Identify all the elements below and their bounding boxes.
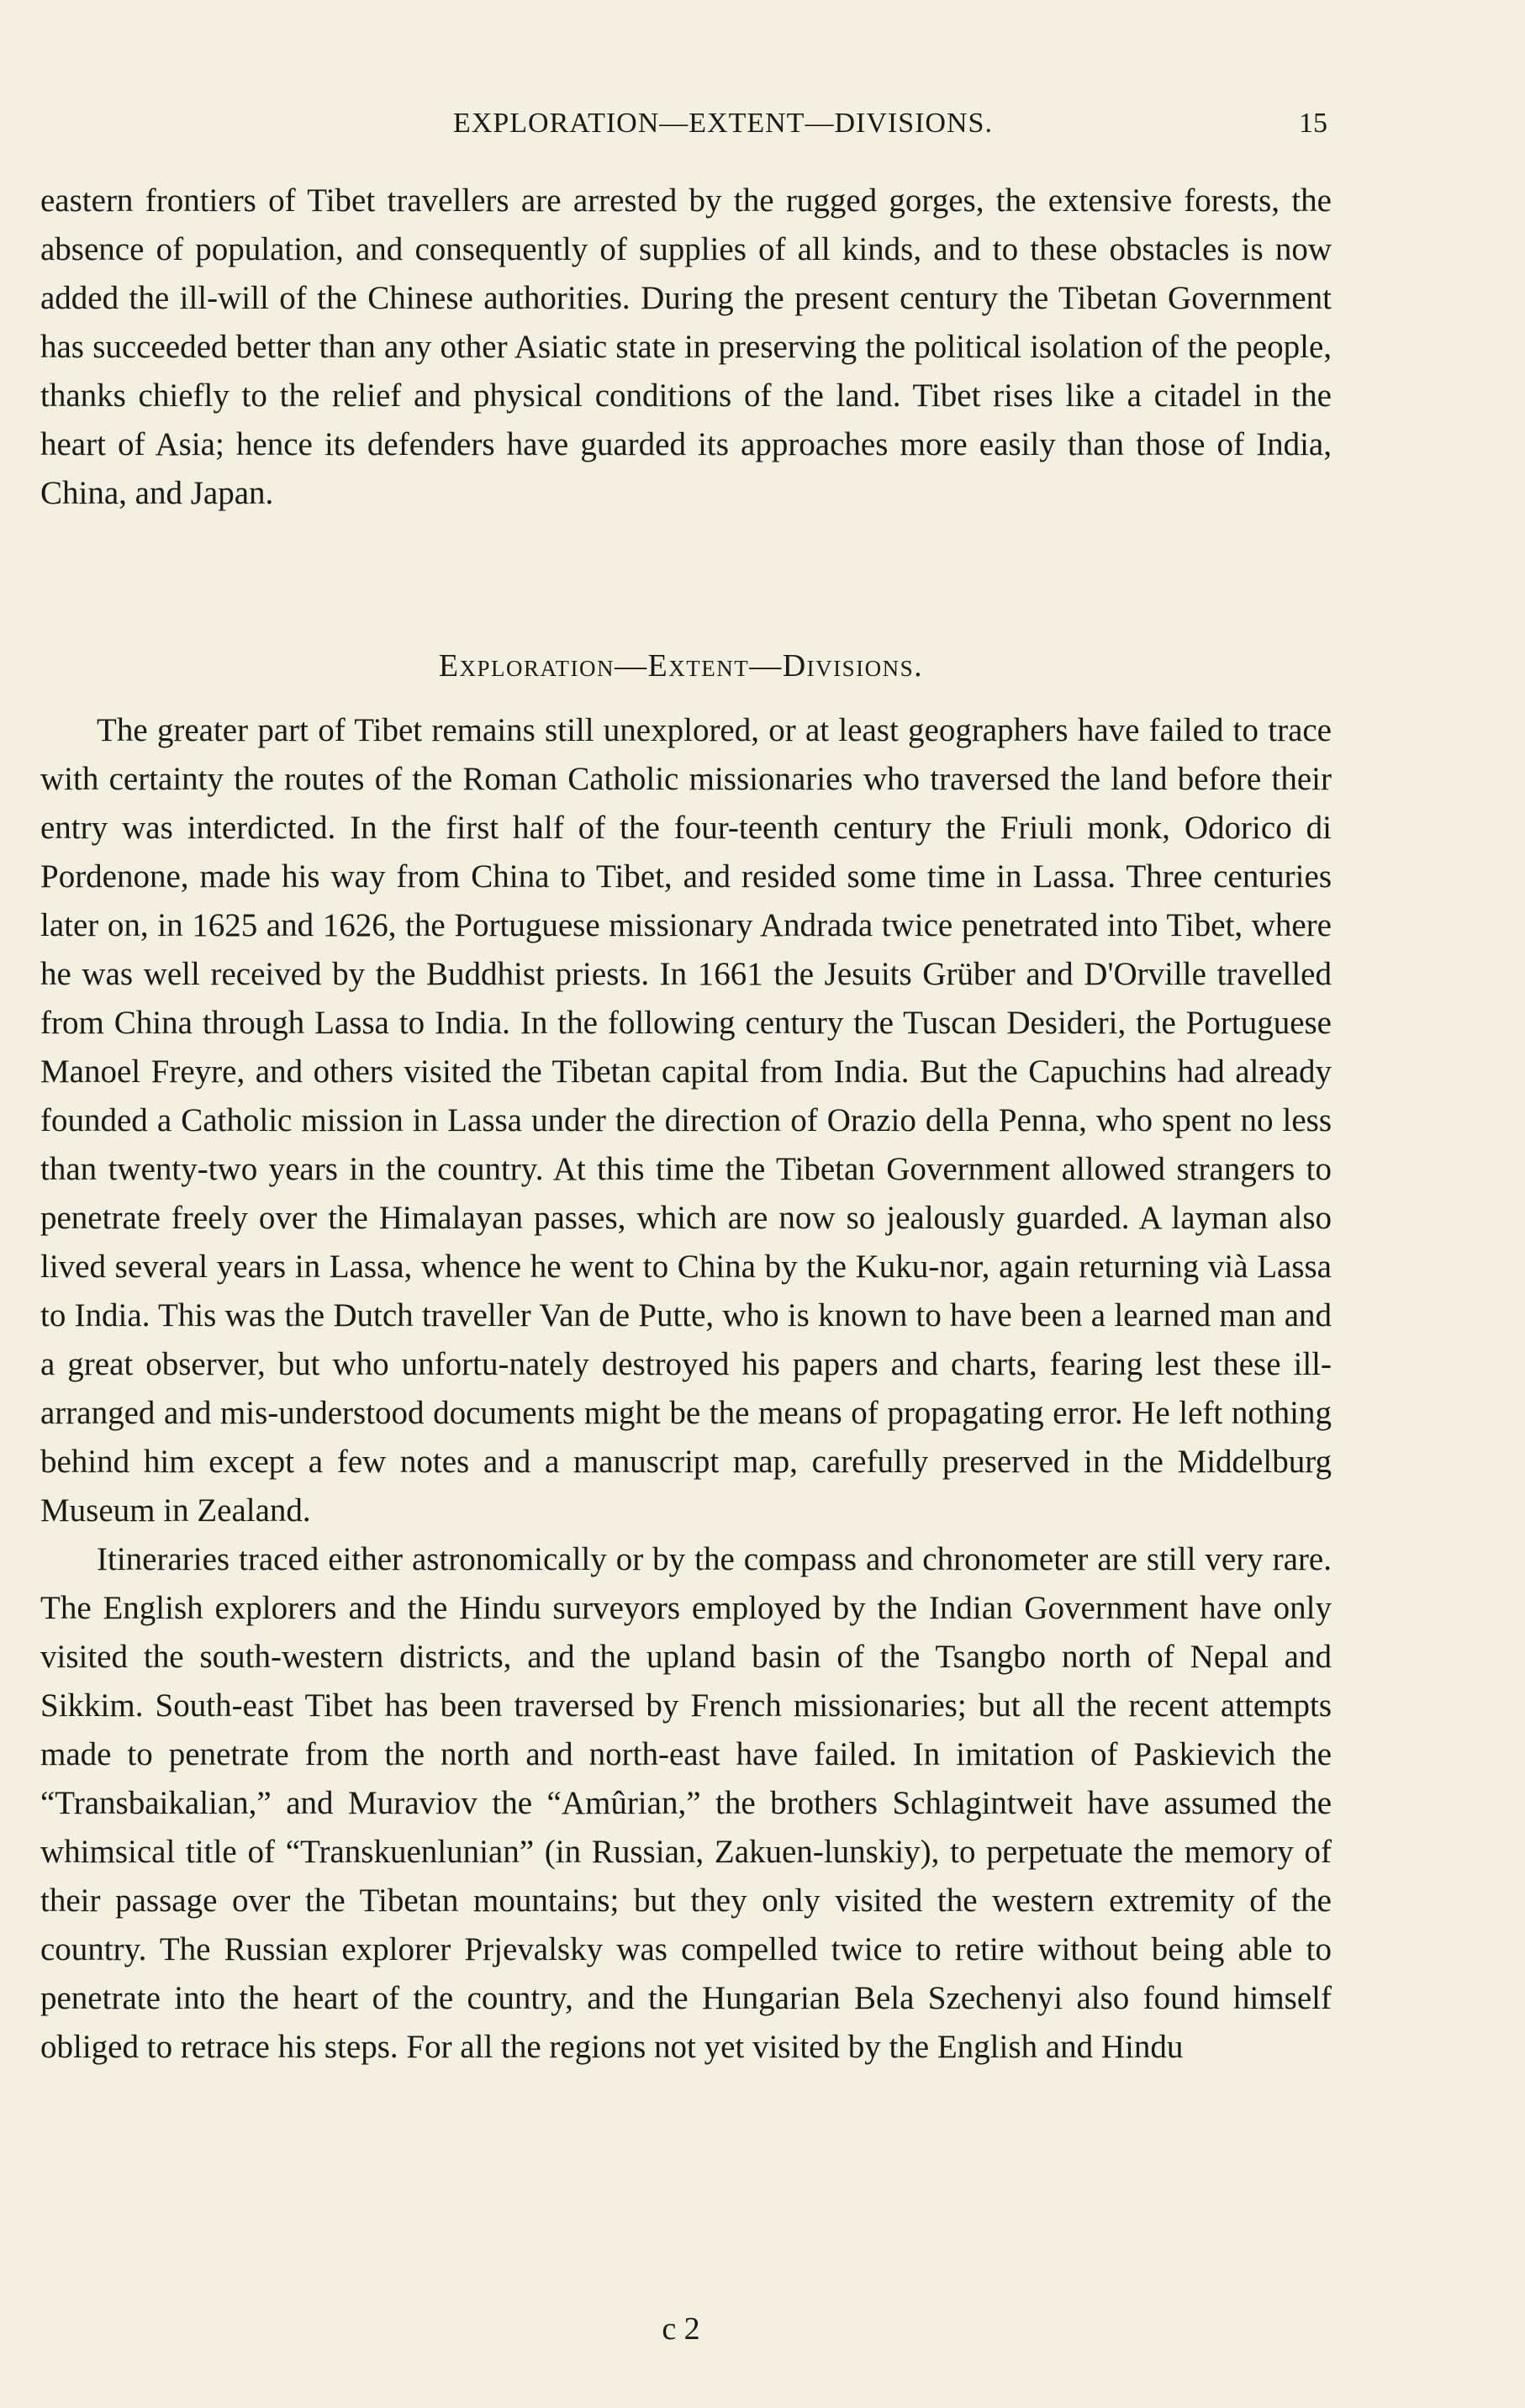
text-block-top [40, 177, 1332, 518]
running-head [0, 108, 1525, 151]
running-title: EXPLORATION—EXTENT—DIVISIONS. [453, 108, 993, 139]
paragraph-itineraries: Itineraries traced either astronomically or by the compass and chronometer are still very rare. The English explorers and the Hindu surveyors employed by the Indian Government have only visited the south-western districts, and the upland basin of the Tsangbo north of Nepal and Sikkim. South-east Tibet has been traversed by French missionaries; but all the recent attempts made to penetrate from the north and north-east have failed. In imitation of Paskievich the “Transbaikalian,” and Muraviov the “Amûrian,” the brothers Schlagintweit have assumed the whimsical title of “Transkuenlunian” (in Russian, Zakuen-lunskiy), to perpetuate the memory of their passage over the Tibetan mountains; but they only visited the western extremity of the country. The Russian explorer Prjevalsky was compelled twice to retire without being able to penetrate into the heart of the country, and the Hungarian Bela Szechenyi also found himself obliged to retrace his steps. For all the regions not yet visited by the English and Hindu [40, 1541, 1332, 2065]
section-heading: Exploration—Extent—Divisions. [438, 648, 924, 684]
text-block-main [40, 706, 1332, 2072]
page-number: 15 [1299, 108, 1327, 139]
paragraph-continuation: eastern frontiers of Tibet travellers are arrested by the rugged gorges, the extensive forests, the absence of population, and consequently of supplies of all kinds, and to these obstacles is now added the ill-will of the Chinese authorities. During the present century the Tibetan Government has succeeded better than any other Asiatic state in preserving the political isolation of the people, thanks chiefly to the relief and physical conditions of the land. Tibet rises like a citadel in the heart of Asia; hence its defenders have guarded its approaches more easily than those of India, China, and Japan. [40, 182, 1332, 511]
paragraph-exploration-history: The greater part of Tibet remains still unexplored, or at least geographers have failed to trace with certainty the routes of the Roman Catholic missionaries who traversed the land before their entry was interdicted. In the first half of the four-teenth century the Friuli monk, Odorico di Pordenone, made his way from China to Tibet, and resided some time in Lassa. Three centuries later on, in 1625 and 1626, the Portuguese missionary Andrada twice penetrated into Tibet, where he was well received by the Buddhist priests. In 1661 the Jesuits Grüber and D'Orville travelled from China through Lassa to India. In the following century the Tuscan Desideri, the Portuguese Manoel Freyre, and others visited the Tibetan capital from India. But the Capuchins had already founded a Catholic mission in Lassa under the direction of Orazio della Penna, who spent no less than twenty-two years in the country. At this time the Tibetan Government allowed strangers to penetrate freely over the Himalayan passes, which are now so jealously guarded. A layman also lived several years in Lassa, whence he went to China by the Kuku-nor, again returning vià Lassa to India. This was the Dutch traveller Van de Putte, who is known to have been a learned man and a great observer, but who unfortu-nately destroyed his papers and charts, fearing lest these ill-arranged and mis-understood documents might be the means of propagating error. He left nothing behind him except a few notes and a manuscript map, carefully preserved in the Middelburg Museum in Zealand. [40, 712, 1332, 1529]
signature-mark: c 2 [662, 2311, 700, 2347]
